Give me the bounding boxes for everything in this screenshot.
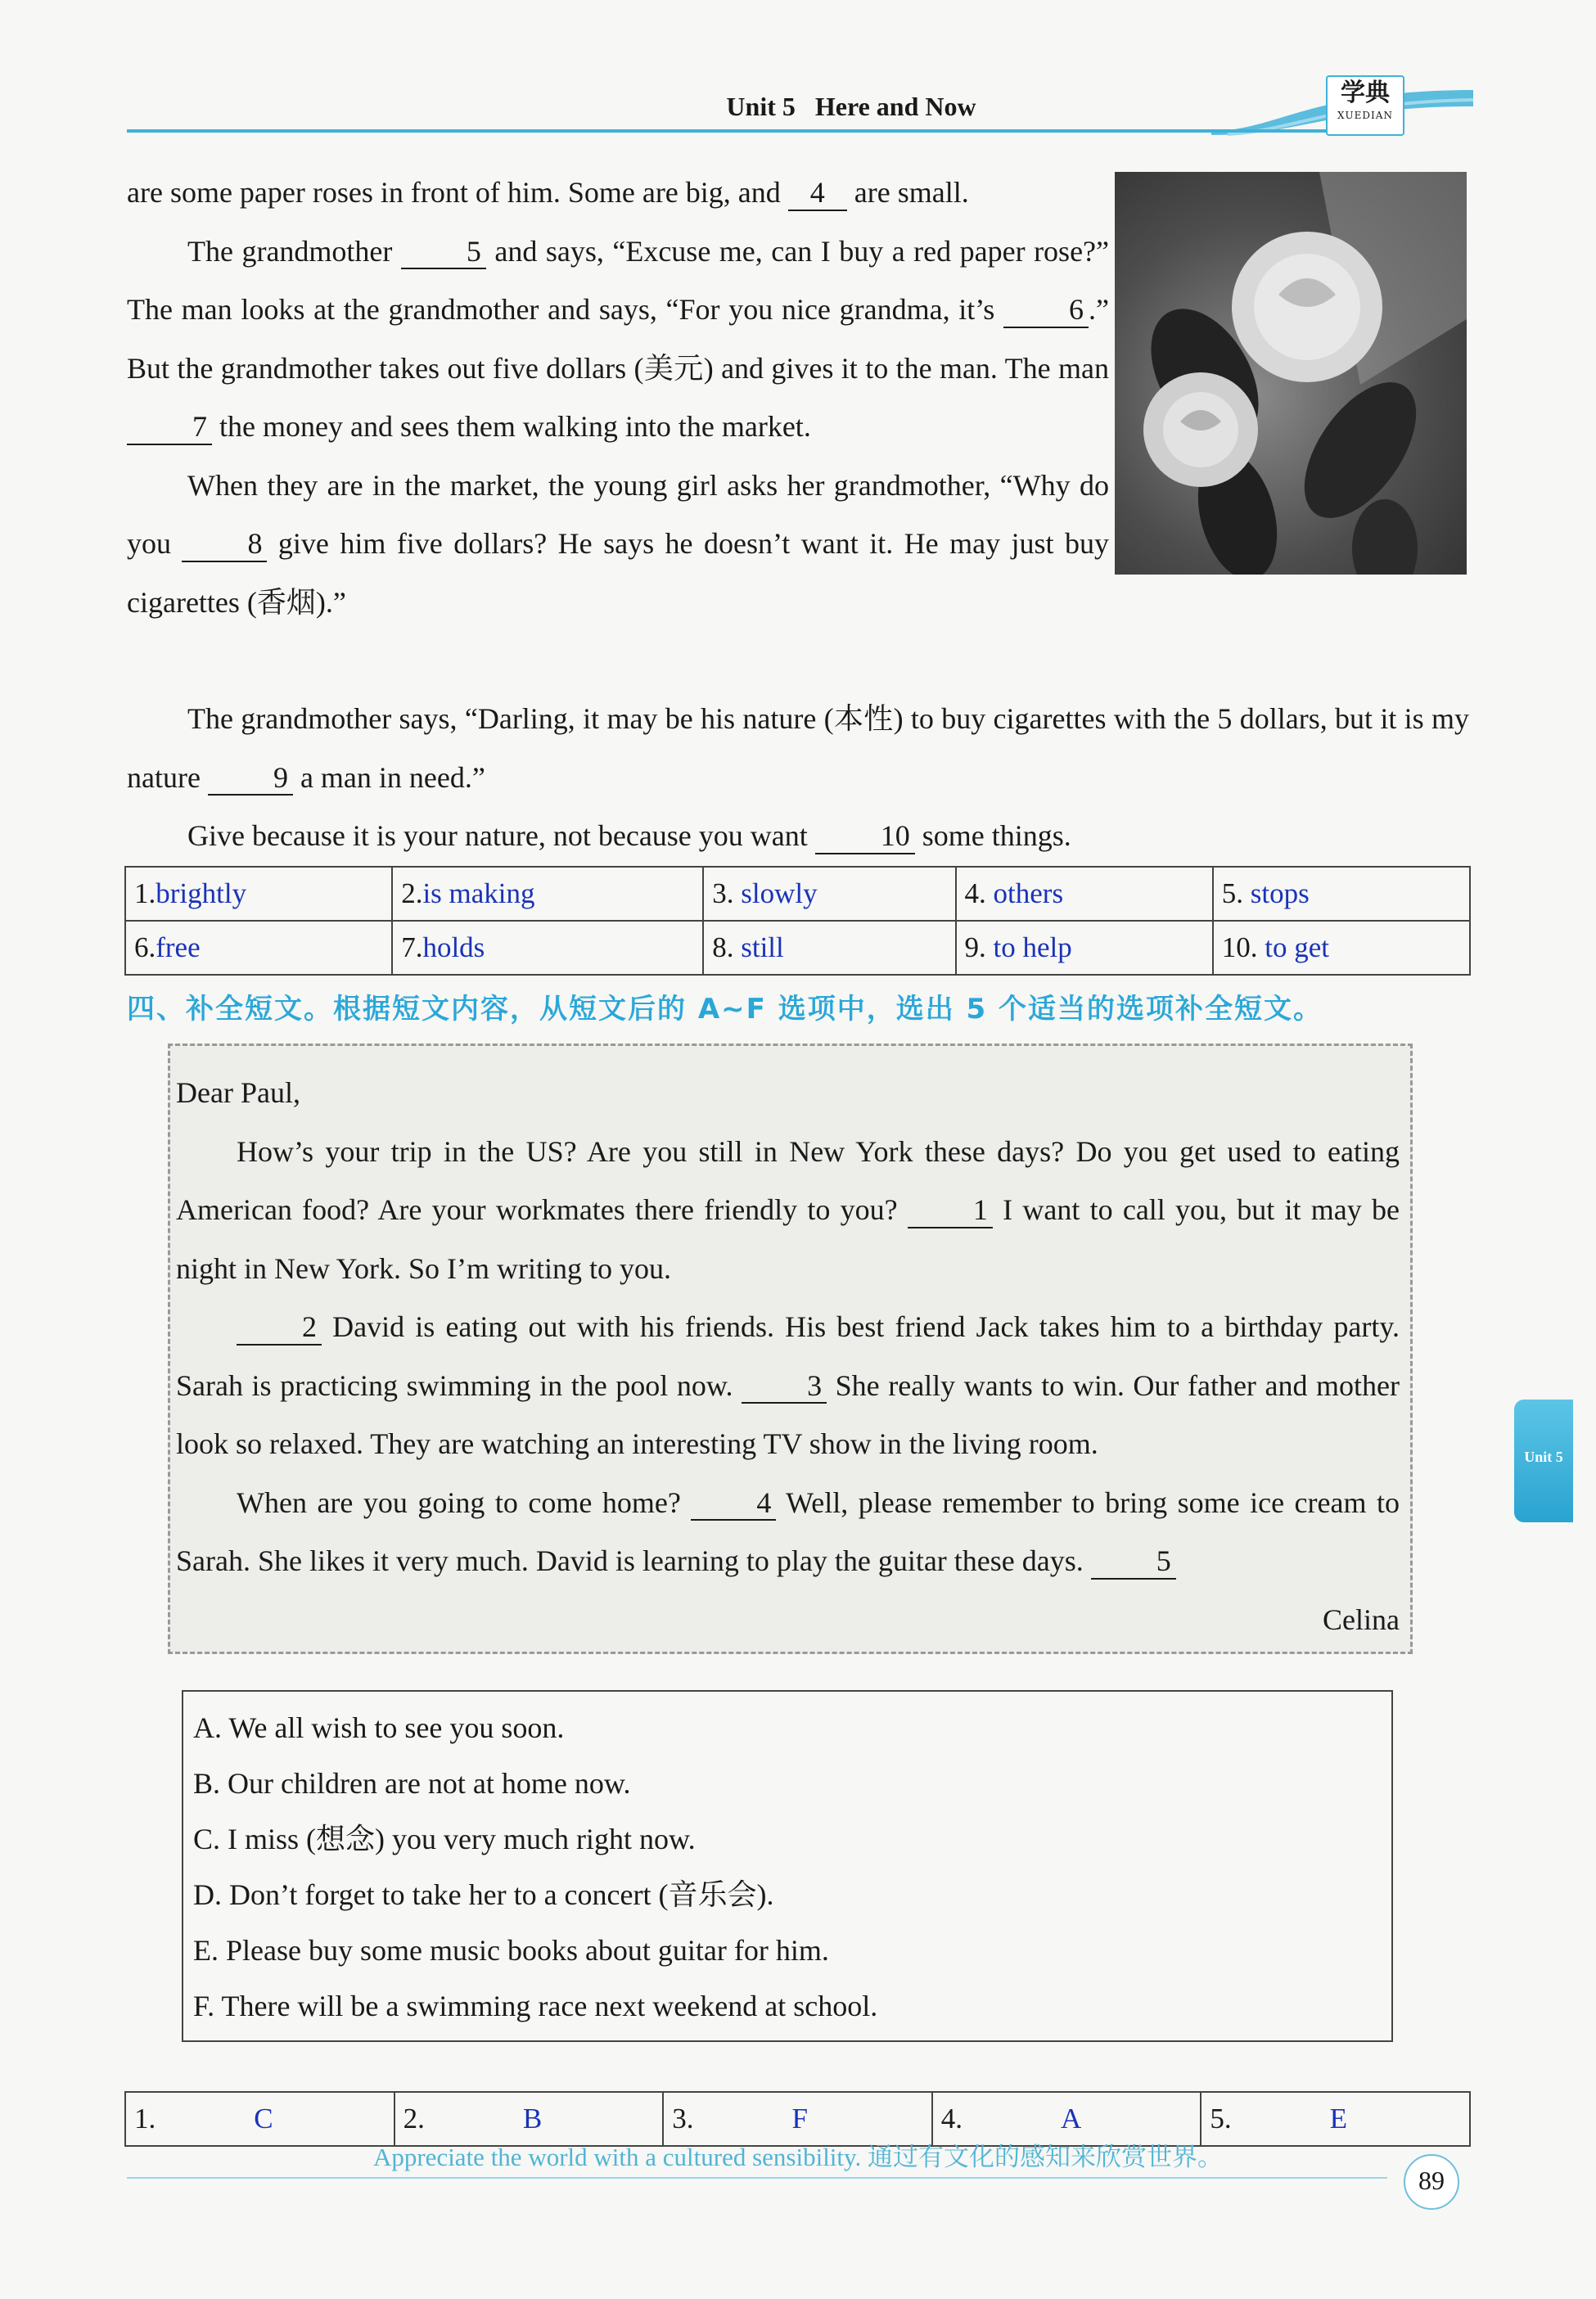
letter-blank-2: 2: [237, 1311, 322, 1346]
blank-9: 9: [208, 762, 293, 796]
answer-cell: 2.is making: [392, 867, 703, 921]
letter-paragraph-1: How’s your trip in the US? Are you still in New York these days? Do you get used to eating American food? Are your workmates there friendly to you? 1 I want to call you, but it may be night in New York. So I’m writing to you.: [176, 1134, 1400, 1285]
blank-8: 8: [182, 528, 267, 562]
answer-cell: 7.holds: [392, 921, 703, 975]
answer-cell: 10. to get: [1213, 921, 1470, 975]
answer-cell: 3. slowly: [703, 867, 955, 921]
passage-paragraph-2: The grandmother 5 and says, “Excuse me, can I buy a red paper rose?” The man looks at the grandmother and says, “For you nice grandma, it’s 6 .” But the grandmother takes out five dollars (美元) and gives it to the man. The man 7 the money and sees them walking into the market.: [127, 223, 1109, 457]
option-d: D. Don’t forget to take her to a concert (音乐会).: [193, 1878, 774, 1911]
blank-5: 5: [401, 236, 486, 270]
table-row: [125, 921, 1470, 975]
roses-illustration: [1115, 172, 1467, 575]
option-a: A. We all wish to see you soon.: [193, 1711, 565, 1744]
answer-cell: 8. still: [703, 921, 955, 975]
answer-cell: 2. B: [394, 2092, 664, 2146]
passage-line-1: are some paper roses in front of him. Some are big, and 4 are small.: [127, 164, 1109, 223]
unit-title: Here and Now: [814, 92, 976, 121]
footer-motto: Appreciate the world with a cultured sensibility. 通过有文化的感知来欣赏世界。: [372, 2143, 1224, 2171]
roses-photo: [1115, 172, 1467, 575]
answer-cell: 5. E: [1201, 2092, 1470, 2146]
letter-blank-1: 1: [908, 1194, 993, 1228]
footer-rule: [127, 2177, 1387, 2179]
unit-label: Unit 5: [726, 92, 796, 121]
passage-bottom: [127, 690, 1469, 866]
page-number: 89: [1404, 2154, 1459, 2210]
answer-cell: 9. to help: [956, 921, 1213, 975]
answer-cell: 3. F: [663, 2092, 932, 2146]
section-4-title: 四、补全短文。根据短文内容，从短文后的 A~F 选项中，选出 5 个适当的选项补全短文。: [127, 993, 1323, 1026]
unit-side-tab: Unit 5: [1514, 1400, 1573, 1522]
header-rule: [127, 129, 1404, 133]
letter-blank-4: 4: [691, 1487, 776, 1521]
answer-table-cloze: [124, 866, 1471, 976]
answer-cell: 4. others: [956, 867, 1213, 921]
answer-cell: 4. A: [932, 2092, 1202, 2146]
blank-4: 4: [788, 177, 847, 211]
answer-cell: 1. C: [125, 2092, 394, 2146]
options-box: [182, 1690, 1393, 2042]
blank-7: 7: [127, 411, 212, 445]
option-f: F. There will be a swimming race next weekend at school.: [193, 1990, 878, 2022]
letter-blank-5: 5: [1091, 1545, 1176, 1580]
blank-10: 10: [815, 820, 915, 854]
letter-text: [176, 1064, 1400, 1649]
blank-6: 6: [1003, 294, 1089, 328]
letter-greeting: Dear Paul,: [176, 1076, 300, 1109]
passage-paragraph-4: The grandmother says, “Darling, it may be his nature (本性) to buy cigarettes with the 5 dollars, but it is my nature 9 a man in need.”: [127, 690, 1469, 807]
letter-signature: Celina: [1323, 1603, 1400, 1636]
letter-paragraph-2: 2 David is eating out with his friends. His best friend Jack takes him to a birthday party. Sarah is practicing swimming in the pool now. 3 She really wants to win. Our father and mother look so relaxed. They are watching an interesting TV show in the living room.: [176, 1310, 1400, 1460]
option-b: B. Our children are not at home now.: [193, 1767, 631, 1800]
passage-paragraph-5: Give because it is your nature, not because you want 10 some things.: [127, 807, 1469, 866]
answer-cell: 6.free: [125, 921, 392, 975]
answer-cell: 1.brightly: [125, 867, 392, 921]
table-row: [125, 867, 1470, 921]
letter-blank-3: 3: [742, 1370, 827, 1404]
xuedian-logo: 学典 XUEDIAN: [1326, 75, 1404, 136]
answer-cell: 5. stops: [1213, 867, 1470, 921]
passage-top: [127, 164, 1109, 632]
option-e: E. Please buy some music books about guitar for him.: [193, 1934, 829, 1967]
option-c: C. I miss (想念) you very much right now.: [193, 1823, 696, 1855]
letter-paragraph-3: When are you going to come home? 4 Well, please remember to bring some ice cream to Sarah. She likes it very much. David is learning to play the guitar these days. 5: [176, 1474, 1400, 1591]
passage-paragraph-3: When they are in the market, the young girl asks her grandmother, “Why do you 8 give him five dollars? He says he doesn’t want it. He may just buy cigarettes (香烟).”: [127, 468, 1110, 619]
